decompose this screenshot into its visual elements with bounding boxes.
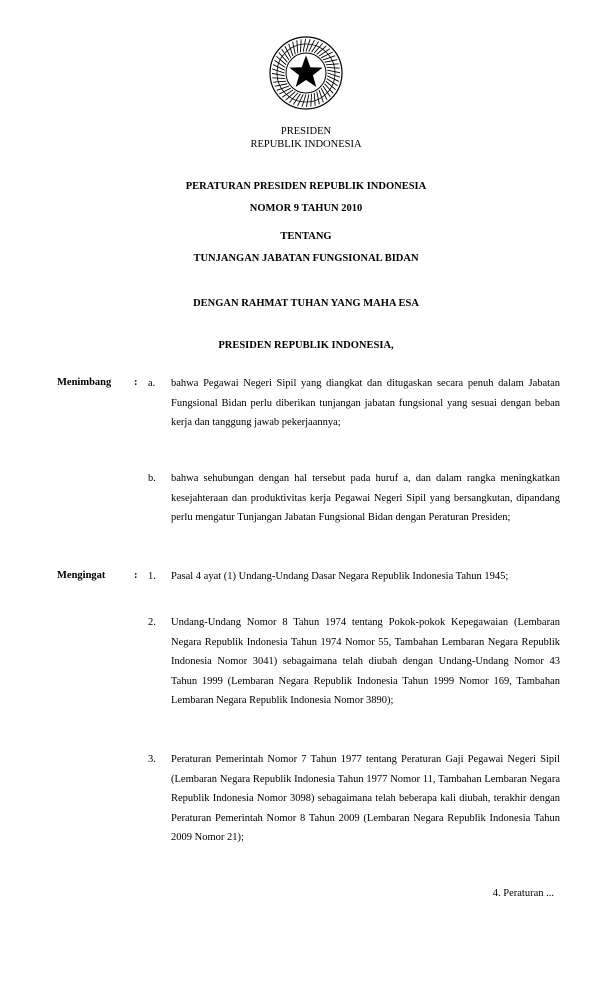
- mengingat-label: Mengingat: [57, 570, 106, 581]
- menimbang-colon: :: [134, 377, 138, 388]
- item-marker: 3.: [148, 754, 156, 765]
- menimbang-item-b: [148, 469, 560, 528]
- regulation-number: NOMOR 9 TAHUN 2010: [249, 203, 363, 214]
- header-presiden: PRESIDEN: [280, 126, 332, 137]
- item-marker: 1.: [148, 571, 156, 582]
- item-text: bahwa Pegawai Negeri Sipil yang diangkat dan ditugaskan secara penuh dalam Jabatan Fungsional Bidan perlu diberikan tunjangan jabatan fungsional yang sesuai dengan beban kerja dan tanggung jawab pekerjaannya;: [171, 378, 560, 428]
- mengingat-item-1: [148, 567, 560, 587]
- page-continuation: 4. Peraturan ...: [492, 888, 554, 899]
- item-marker: a.: [148, 378, 156, 389]
- item-text: Pasal 4 ayat (1) Undang-Undang Dasar Negara Republik Indonesia Tahun 1945;: [171, 571, 509, 582]
- item-text: bahwa sehubungan dengan hal tersebut pada huruf a, dan dalam rangka meningkatkan kesejahteraan dan produktivitas kerja Pegawai Negeri Sipil yang bersangkutan, dipandang perlu mengatur Tunjangan Jabatan Fungsional Bidan dengan Peraturan Presiden;: [171, 473, 560, 523]
- mengingat-colon: :: [134, 570, 138, 581]
- menimbang-label: Menimbang: [57, 377, 112, 388]
- mengingat-item-3: [148, 750, 560, 848]
- regulation-tentang: TENTANG: [280, 231, 332, 242]
- preamble-rahmat: DENGAN RAHMAT TUHAN YANG MAHA ESA: [193, 298, 419, 309]
- item-text: Undang-Undang Nomor 8 Tahun 1974 tentang Pokok-pokok Kepegawaian (Lembaran Negara Republik Indonesia Tahun 1974 Nomor 55, Tambahan Lembaran Negara Republik Indonesia Nomor 3041) sebagaimana telah diubah dengan Undang-Undang Nomor 43 Tahun 1999 (Lembaran Negara Republik Indonesia Tahun 1999 Nomor 169, Tambahan Lembaran Negara Republik Indonesia Nomor 3890);: [171, 617, 560, 706]
- mengingat-item-2: [148, 613, 560, 711]
- regulation-title: PERATURAN PRESIDEN REPUBLIK INDONESIA: [185, 181, 427, 192]
- preamble-presiden: PRESIDEN REPUBLIK INDONESIA,: [218, 340, 394, 351]
- regulation-subject: TUNJANGAN JABATAN FUNGSIONAL BIDAN: [193, 253, 419, 264]
- header-republik-indonesia: REPUBLIK INDONESIA: [250, 139, 362, 150]
- item-marker: b.: [148, 473, 156, 484]
- item-marker: 2.: [148, 617, 156, 628]
- menimbang-item-a: [148, 374, 560, 433]
- item-text: Peraturan Pemerintah Nomor 7 Tahun 1977 tentang Peraturan Gaji Pegawai Negeri Sipil (Lembaran Negara Republik Indonesia Tahun 1977 Nomor 11, Tambahan Lembaran Negara Republik Indonesia Nomor 3098) sebagaimana telah beberapa kali diubah, terakhir dengan Peraturan Pemerintah Nomor 8 Tahun 2009 (Lembaran Negara Republik Indonesia Tahun 2009 Nomor 21);: [171, 754, 560, 843]
- garuda-star-emblem-icon: [268, 35, 344, 111]
